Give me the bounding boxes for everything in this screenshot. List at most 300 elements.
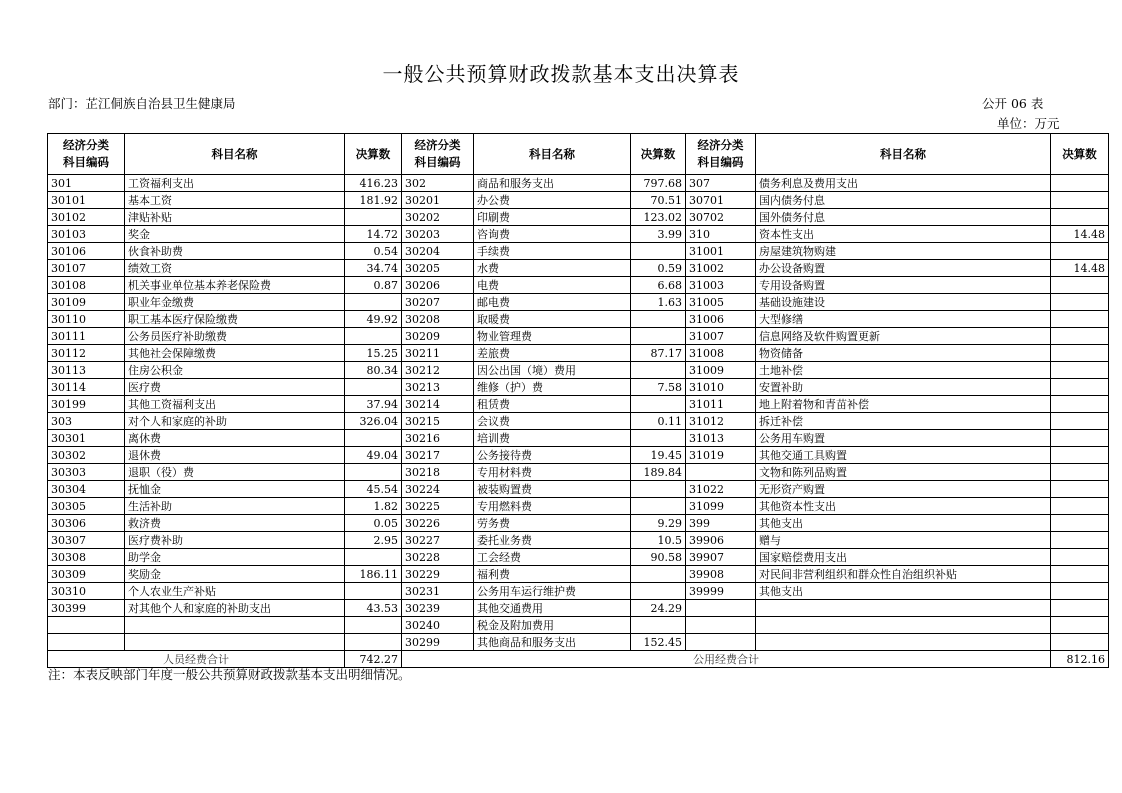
table-row — [48, 209, 1109, 226]
amount-cell: 90.58 — [631, 549, 686, 566]
name-cell: 奖励金 — [125, 566, 345, 583]
code-cell: 30240 — [402, 617, 474, 634]
name-cell: 咨询费 — [474, 226, 631, 243]
name-cell — [756, 634, 1051, 651]
name-cell: 债务利息及费用支出 — [756, 175, 1051, 192]
code-cell: 30304 — [48, 481, 125, 498]
name-cell: 津贴补贴 — [125, 209, 345, 226]
amount-cell — [1051, 396, 1109, 413]
department-label: 部门：芷江侗族自治县卫生健康局 — [48, 96, 236, 111]
amount-cell: 123.02 — [631, 209, 686, 226]
name-cell: 其他社会保障缴费 — [125, 345, 345, 362]
name-cell: 取暖费 — [474, 311, 631, 328]
header-name-3: 科目名称 — [756, 134, 1051, 175]
amount-cell — [631, 328, 686, 345]
amount-cell: 0.11 — [631, 413, 686, 430]
amount-cell — [1051, 634, 1109, 651]
code-cell: 399 — [686, 515, 756, 532]
table-body — [48, 175, 1109, 651]
name-cell: 公务用车购置 — [756, 430, 1051, 447]
code-cell: 30114 — [48, 379, 125, 396]
name-cell: 基础设施建设 — [756, 294, 1051, 311]
amount-cell — [345, 617, 402, 634]
code-cell: 30212 — [402, 362, 474, 379]
amount-cell — [631, 481, 686, 498]
name-cell: 物资储备 — [756, 345, 1051, 362]
name-cell: 手续费 — [474, 243, 631, 260]
code-cell: 30106 — [48, 243, 125, 260]
name-cell: 税金及附加费用 — [474, 617, 631, 634]
code-cell: 30102 — [48, 209, 125, 226]
amount-cell — [631, 243, 686, 260]
table-row — [48, 600, 1109, 617]
amount-cell: 14.48 — [1051, 260, 1109, 277]
code-cell: 30112 — [48, 345, 125, 362]
code-cell: 31008 — [686, 345, 756, 362]
table-row — [48, 413, 1109, 430]
code-cell — [686, 617, 756, 634]
table-row — [48, 226, 1109, 243]
table-row — [48, 192, 1109, 209]
amount-cell: 37.94 — [345, 396, 402, 413]
code-cell: 30218 — [402, 464, 474, 481]
name-cell: 助学金 — [125, 549, 345, 566]
name-cell: 国外债务付息 — [756, 209, 1051, 226]
amount-cell: 181.92 — [345, 192, 402, 209]
name-cell: 其他商品和服务支出 — [474, 634, 631, 651]
code-cell: 30306 — [48, 515, 125, 532]
amount-cell — [631, 566, 686, 583]
amount-cell — [1051, 413, 1109, 430]
name-cell: 无形资产购置 — [756, 481, 1051, 498]
code-cell: 30239 — [402, 600, 474, 617]
amount-cell — [631, 498, 686, 515]
code-cell: 30226 — [402, 515, 474, 532]
name-cell: 因公出国（境）费用 — [474, 362, 631, 379]
name-cell: 对个人和家庭的补助 — [125, 413, 345, 430]
name-cell: 其他支出 — [756, 515, 1051, 532]
amount-cell: 43.53 — [345, 600, 402, 617]
table-row — [48, 634, 1109, 651]
amount-cell — [1051, 379, 1109, 396]
amount-cell: 87.17 — [631, 345, 686, 362]
amount-cell — [345, 549, 402, 566]
amount-cell — [1051, 549, 1109, 566]
amount-cell: 0.54 — [345, 243, 402, 260]
name-cell: 租赁费 — [474, 396, 631, 413]
name-cell: 文物和陈列品购置 — [756, 464, 1051, 481]
code-cell: 30309 — [48, 566, 125, 583]
name-cell: 房屋建筑物购建 — [756, 243, 1051, 260]
code-cell: 30228 — [402, 549, 474, 566]
name-cell: 退休费 — [125, 447, 345, 464]
name-cell: 专用设备购置 — [756, 277, 1051, 294]
table-row — [48, 260, 1109, 277]
name-cell: 生活补助 — [125, 498, 345, 515]
table-row — [48, 532, 1109, 549]
code-cell: 31019 — [686, 447, 756, 464]
code-cell: 30206 — [402, 277, 474, 294]
name-cell — [125, 634, 345, 651]
code-cell: 30701 — [686, 192, 756, 209]
amount-cell — [345, 209, 402, 226]
name-cell: 其他工资福利支出 — [125, 396, 345, 413]
name-cell: 对民间非营利组织和群众性自治组织补贴 — [756, 566, 1051, 583]
amount-cell — [1051, 311, 1109, 328]
code-cell: 30305 — [48, 498, 125, 515]
code-cell: 30224 — [402, 481, 474, 498]
name-cell: 资本性支出 — [756, 226, 1051, 243]
amount-cell — [1051, 532, 1109, 549]
amount-cell — [631, 362, 686, 379]
table-row — [48, 243, 1109, 260]
code-cell: 303 — [48, 413, 125, 430]
code-cell: 30113 — [48, 362, 125, 379]
name-cell: 绩效工资 — [125, 260, 345, 277]
name-cell: 拆迁补偿 — [756, 413, 1051, 430]
code-cell: 31011 — [686, 396, 756, 413]
amount-cell — [1051, 617, 1109, 634]
code-cell — [686, 600, 756, 617]
amount-cell: 45.54 — [345, 481, 402, 498]
amount-cell: 326.04 — [345, 413, 402, 430]
table-row — [48, 447, 1109, 464]
name-cell: 个人农业生产补贴 — [125, 583, 345, 600]
code-cell: 30201 — [402, 192, 474, 209]
personnel-total-value: 742.27 — [345, 651, 402, 668]
name-cell: 差旅费 — [474, 345, 631, 362]
amount-cell — [345, 583, 402, 600]
amount-cell: 152.45 — [631, 634, 686, 651]
name-cell: 机关事业单位基本养老保险费 — [125, 277, 345, 294]
code-cell: 30308 — [48, 549, 125, 566]
name-cell: 抚恤金 — [125, 481, 345, 498]
name-cell: 其他交通工具购置 — [756, 447, 1051, 464]
name-cell: 办公设备购置 — [756, 260, 1051, 277]
name-cell: 电费 — [474, 277, 631, 294]
amount-cell — [631, 396, 686, 413]
code-cell: 30213 — [402, 379, 474, 396]
table-row — [48, 617, 1109, 634]
code-cell: 30399 — [48, 600, 125, 617]
header-name-2: 科目名称 — [474, 134, 631, 175]
name-cell: 奖金 — [125, 226, 345, 243]
amount-cell: 0.87 — [345, 277, 402, 294]
code-cell: 31099 — [686, 498, 756, 515]
name-cell: 福利费 — [474, 566, 631, 583]
public-total-value: 812.16 — [1051, 651, 1109, 668]
code-cell: 30211 — [402, 345, 474, 362]
name-cell: 公务员医疗补助缴费 — [125, 328, 345, 345]
amount-cell: 189.84 — [631, 464, 686, 481]
amount-cell: 14.72 — [345, 226, 402, 243]
code-cell: 39999 — [686, 583, 756, 600]
amount-cell — [1051, 566, 1109, 583]
amount-cell — [1051, 328, 1109, 345]
footnote: 注：本表反映部门年度一般公共预算财政拨款基本支出明细情况。 — [48, 667, 411, 682]
public-total-label: 公用经费合计 — [402, 651, 1051, 668]
code-cell: 30302 — [48, 447, 125, 464]
name-cell: 土地补偿 — [756, 362, 1051, 379]
table-header-row — [48, 134, 1109, 175]
table-row — [48, 345, 1109, 362]
code-cell: 30307 — [48, 532, 125, 549]
amount-cell — [1051, 464, 1109, 481]
amount-cell — [1051, 175, 1109, 192]
name-cell: 医疗费补助 — [125, 532, 345, 549]
amount-cell — [345, 294, 402, 311]
code-cell: 30209 — [402, 328, 474, 345]
name-cell: 维修（护）费 — [474, 379, 631, 396]
name-cell: 被装购置费 — [474, 481, 631, 498]
code-cell: 307 — [686, 175, 756, 192]
table-row — [48, 515, 1109, 532]
name-cell — [756, 617, 1051, 634]
amount-cell: 1.63 — [631, 294, 686, 311]
table-row — [48, 277, 1109, 294]
amount-cell — [345, 634, 402, 651]
amount-cell: 9.29 — [631, 515, 686, 532]
code-cell: 30217 — [402, 447, 474, 464]
name-cell: 职工基本医疗保险缴费 — [125, 311, 345, 328]
table-row — [48, 294, 1109, 311]
name-cell: 工资福利支出 — [125, 175, 345, 192]
name-cell: 印刷费 — [474, 209, 631, 226]
expenditure-table — [47, 133, 1109, 668]
code-cell: 30227 — [402, 532, 474, 549]
header-code-3: 经济分类 科目编码 — [686, 134, 756, 175]
amount-cell: 19.45 — [631, 447, 686, 464]
amount-cell — [1051, 362, 1109, 379]
name-cell — [756, 600, 1051, 617]
name-cell: 国内债务付息 — [756, 192, 1051, 209]
name-cell: 会议费 — [474, 413, 631, 430]
table-row — [48, 481, 1109, 498]
amount-cell — [345, 430, 402, 447]
table-row — [48, 396, 1109, 413]
form-number: 公开 06 表 — [982, 96, 1044, 111]
name-cell: 医疗费 — [125, 379, 345, 396]
table-row — [48, 430, 1109, 447]
amount-cell — [345, 328, 402, 345]
name-cell: 其他资本性支出 — [756, 498, 1051, 515]
name-cell: 专用燃料费 — [474, 498, 631, 515]
amount-cell: 416.23 — [345, 175, 402, 192]
page-title: 一般公共预算财政拨款基本支出决算表 — [382, 62, 740, 86]
table-row — [48, 175, 1109, 192]
code-cell: 30214 — [402, 396, 474, 413]
header-amount-1: 决算数 — [345, 134, 402, 175]
name-cell: 培训费 — [474, 430, 631, 447]
amount-cell — [1051, 294, 1109, 311]
name-cell: 工会经费 — [474, 549, 631, 566]
name-cell: 商品和服务支出 — [474, 175, 631, 192]
name-cell: 劳务费 — [474, 515, 631, 532]
table-row — [48, 311, 1109, 328]
code-cell: 31012 — [686, 413, 756, 430]
amount-cell — [1051, 583, 1109, 600]
code-cell: 31002 — [686, 260, 756, 277]
amount-cell — [1051, 498, 1109, 515]
code-cell: 30204 — [402, 243, 474, 260]
code-cell: 310 — [686, 226, 756, 243]
code-cell — [48, 634, 125, 651]
code-cell: 31007 — [686, 328, 756, 345]
amount-cell: 49.04 — [345, 447, 402, 464]
code-cell: 30108 — [48, 277, 125, 294]
name-cell: 信息网络及软件购置更新 — [756, 328, 1051, 345]
code-cell: 30202 — [402, 209, 474, 226]
table-row — [48, 379, 1109, 396]
unit-label: 单位：万元 — [997, 116, 1060, 131]
name-cell — [125, 617, 345, 634]
code-cell: 31022 — [686, 481, 756, 498]
header-amount-3: 决算数 — [1051, 134, 1109, 175]
amount-cell: 186.11 — [345, 566, 402, 583]
code-cell: 30310 — [48, 583, 125, 600]
amount-cell — [1051, 345, 1109, 362]
name-cell: 安置补助 — [756, 379, 1051, 396]
name-cell: 水费 — [474, 260, 631, 277]
code-cell: 30203 — [402, 226, 474, 243]
amount-cell — [1051, 192, 1109, 209]
amount-cell: 1.82 — [345, 498, 402, 515]
amount-cell — [1051, 430, 1109, 447]
code-cell: 30231 — [402, 583, 474, 600]
code-cell: 31003 — [686, 277, 756, 294]
code-cell: 30225 — [402, 498, 474, 515]
name-cell: 职业年金缴费 — [125, 294, 345, 311]
code-cell: 30109 — [48, 294, 125, 311]
amount-cell: 6.68 — [631, 277, 686, 294]
code-cell: 30208 — [402, 311, 474, 328]
table-row — [48, 549, 1109, 566]
amount-cell: 797.68 — [631, 175, 686, 192]
code-cell: 30229 — [402, 566, 474, 583]
code-cell: 30205 — [402, 260, 474, 277]
code-cell: 30103 — [48, 226, 125, 243]
table-row — [48, 583, 1109, 600]
code-cell: 30207 — [402, 294, 474, 311]
name-cell: 赠与 — [756, 532, 1051, 549]
code-cell — [48, 617, 125, 634]
name-cell: 公务用车运行维护费 — [474, 583, 631, 600]
amount-cell — [1051, 277, 1109, 294]
amount-cell — [1051, 600, 1109, 617]
amount-cell: 34.74 — [345, 260, 402, 277]
name-cell: 国家赔偿费用支出 — [756, 549, 1051, 566]
code-cell: 31001 — [686, 243, 756, 260]
header-code-2: 经济分类 科目编码 — [402, 134, 474, 175]
code-cell: 39907 — [686, 549, 756, 566]
table-row — [48, 362, 1109, 379]
name-cell: 对其他个人和家庭的补助支出 — [125, 600, 345, 617]
table-row — [48, 566, 1109, 583]
personnel-total-label: 人员经费合计 — [48, 651, 345, 668]
amount-cell: 49.92 — [345, 311, 402, 328]
name-cell: 委托业务费 — [474, 532, 631, 549]
amount-cell: 10.5 — [631, 532, 686, 549]
header-amount-2: 决算数 — [631, 134, 686, 175]
code-cell: 39906 — [686, 532, 756, 549]
amount-cell: 80.34 — [345, 362, 402, 379]
table-row — [48, 464, 1109, 481]
code-cell: 30301 — [48, 430, 125, 447]
amount-cell — [1051, 243, 1109, 260]
code-cell: 30215 — [402, 413, 474, 430]
code-cell: 30111 — [48, 328, 125, 345]
amount-cell — [631, 583, 686, 600]
code-cell: 30199 — [48, 396, 125, 413]
amount-cell: 2.95 — [345, 532, 402, 549]
amount-cell — [1051, 481, 1109, 498]
amount-cell — [1051, 515, 1109, 532]
amount-cell — [631, 311, 686, 328]
code-cell — [686, 464, 756, 481]
code-cell: 31006 — [686, 311, 756, 328]
name-cell: 退职（役）费 — [125, 464, 345, 481]
name-cell: 住房公积金 — [125, 362, 345, 379]
name-cell: 邮电费 — [474, 294, 631, 311]
name-cell: 公务接待费 — [474, 447, 631, 464]
name-cell: 基本工资 — [125, 192, 345, 209]
table-row — [48, 328, 1109, 345]
name-cell: 救济费 — [125, 515, 345, 532]
name-cell: 其他交通费用 — [474, 600, 631, 617]
code-cell: 30107 — [48, 260, 125, 277]
code-cell: 31013 — [686, 430, 756, 447]
name-cell: 地上附着物和青苗补偿 — [756, 396, 1051, 413]
amount-cell — [345, 379, 402, 396]
code-cell: 30702 — [686, 209, 756, 226]
name-cell: 办公费 — [474, 192, 631, 209]
amount-cell: 14.48 — [1051, 226, 1109, 243]
header-code-1: 经济分类 科目编码 — [48, 134, 125, 175]
code-cell: 30101 — [48, 192, 125, 209]
amount-cell: 3.99 — [631, 226, 686, 243]
name-cell: 伙食补助费 — [125, 243, 345, 260]
code-cell: 30303 — [48, 464, 125, 481]
name-cell: 专用材料费 — [474, 464, 631, 481]
amount-cell: 15.25 — [345, 345, 402, 362]
amount-cell: 70.51 — [631, 192, 686, 209]
amount-cell — [631, 617, 686, 634]
amount-cell: 7.58 — [631, 379, 686, 396]
code-cell: 31010 — [686, 379, 756, 396]
name-cell: 离休费 — [125, 430, 345, 447]
amount-cell — [1051, 209, 1109, 226]
amount-cell — [631, 430, 686, 447]
code-cell: 301 — [48, 175, 125, 192]
name-cell: 其他支出 — [756, 583, 1051, 600]
amount-cell — [345, 464, 402, 481]
name-cell: 大型修缮 — [756, 311, 1051, 328]
header-name-1: 科目名称 — [125, 134, 345, 175]
amount-cell — [1051, 447, 1109, 464]
code-cell: 302 — [402, 175, 474, 192]
code-cell — [686, 634, 756, 651]
code-cell: 30216 — [402, 430, 474, 447]
code-cell: 30110 — [48, 311, 125, 328]
code-cell: 31009 — [686, 362, 756, 379]
code-cell: 31005 — [686, 294, 756, 311]
name-cell: 物业管理费 — [474, 328, 631, 345]
code-cell: 39908 — [686, 566, 756, 583]
amount-cell: 0.05 — [345, 515, 402, 532]
table-row — [48, 498, 1109, 515]
amount-cell: 24.29 — [631, 600, 686, 617]
amount-cell: 0.59 — [631, 260, 686, 277]
